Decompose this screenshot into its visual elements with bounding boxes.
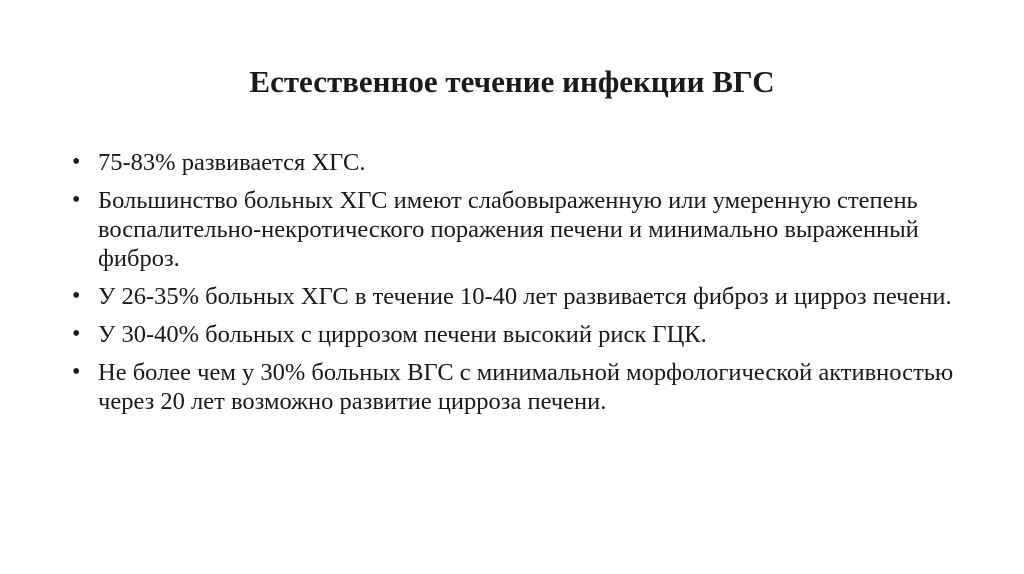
bullet-text: У 30-40% больных с циррозом печени высокий риск ГЦК. [98,321,707,348]
bullet-list [72,148,972,425]
list-item [72,148,972,177]
bullet-text: Не более чем у 30% больных ВГС с минимальной морфологической активностью через 20 лет возможно развитие цирроза печени. [98,359,954,415]
bullet-text: У 26-35% больных ХГС в течение 10-40 лет развивается фиброз и цирроз печени. [98,283,952,310]
bullet-icon: • [72,359,81,385]
list-item [72,320,972,349]
list-item [72,358,972,416]
bullet-text: 75-83% развивается ХГС. [98,149,366,176]
bullet-text: Большинство больных ХГС имеют слабовыраженную или умеренную степень воспалительно-некротического поражения печени и минимально выраженный фиброз. [98,187,919,272]
bullet-icon: • [72,149,81,175]
bullet-icon: • [72,321,81,347]
list-item [72,282,972,311]
list-item [72,186,972,273]
bullet-icon: • [72,283,81,309]
slide-title: Естественное течение инфекции ВГС [249,64,775,99]
bullet-icon: • [72,187,81,213]
